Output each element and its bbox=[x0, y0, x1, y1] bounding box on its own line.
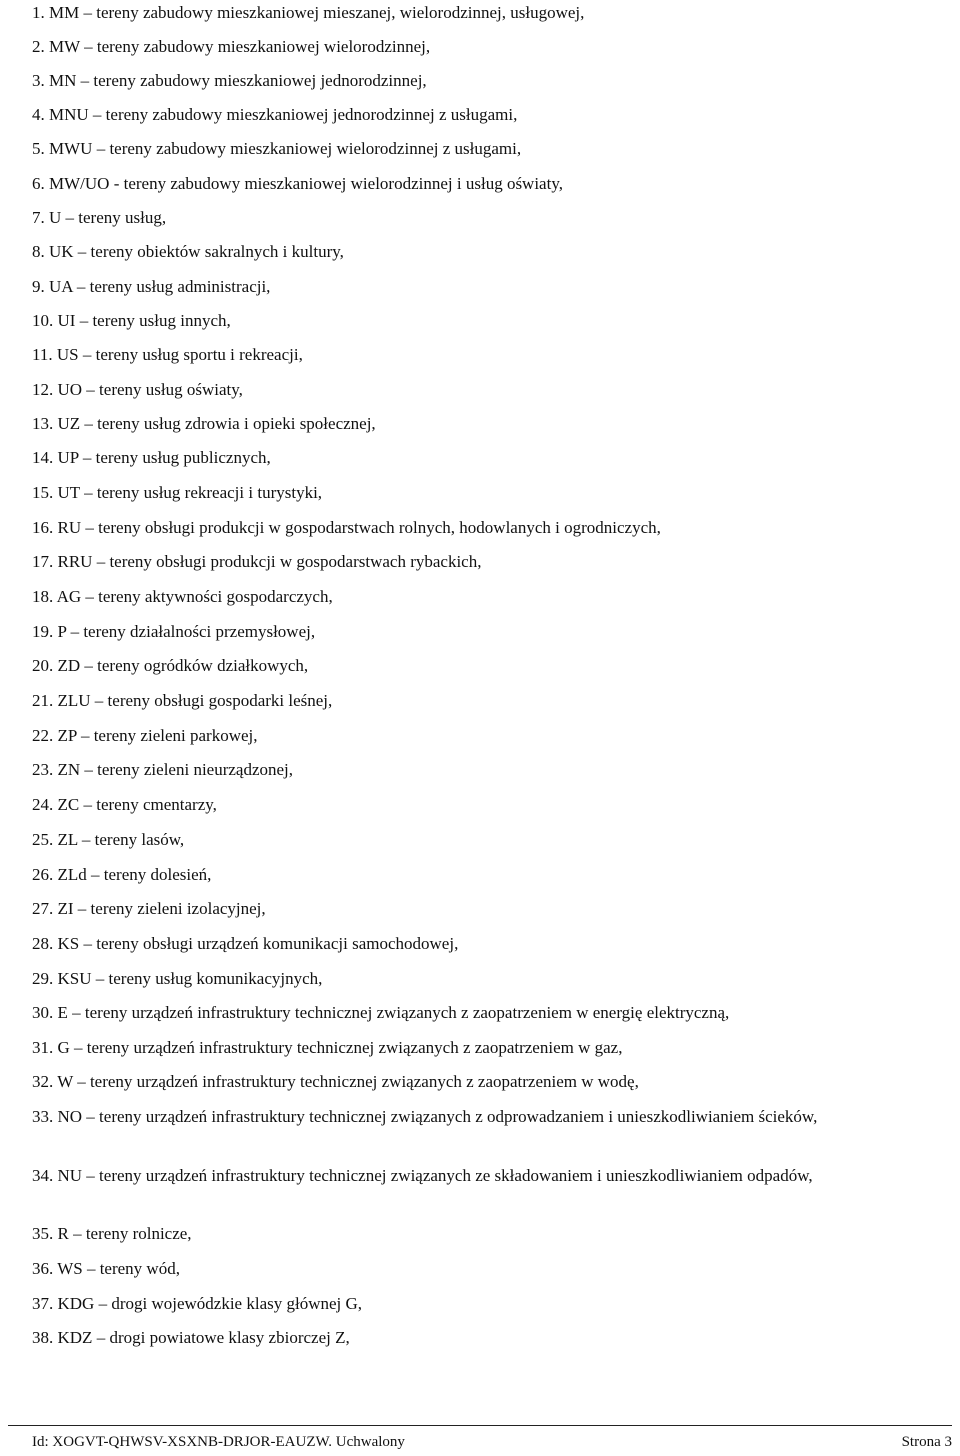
list-item bbox=[32, 865, 211, 885]
item-text: W – tereny urządzeń infrastruktury technicznej związanych z zaopatrzeniem w wodę, bbox=[57, 1072, 639, 1091]
list-item bbox=[32, 242, 344, 262]
item-text: ZP – tereny zieleni parkowej, bbox=[57, 726, 258, 745]
item-number: 3. bbox=[32, 71, 45, 90]
item-text: ZD – tereny ogródków działkowych, bbox=[57, 656, 309, 675]
list-item bbox=[32, 1072, 639, 1092]
item-text: KSU – tereny usług komunikacyjnych, bbox=[57, 969, 323, 988]
item-number: 30. bbox=[32, 1003, 54, 1022]
item-text: ZLd – tereny dolesień, bbox=[57, 865, 212, 884]
footer-row bbox=[8, 1426, 952, 1451]
item-text: MM – tereny zabudowy mieszkaniowej mieszanej, wielorodzinnej, usługowej, bbox=[49, 3, 585, 22]
item-text: UP – tereny usług publicznych, bbox=[57, 448, 271, 467]
item-text: E – tereny urządzeń infrastruktury technicznej związanych z zaopatrzeniem w energię elektryczną, bbox=[57, 1003, 730, 1022]
item-number: 27. bbox=[32, 899, 54, 918]
item-text: G – tereny urządzeń infrastruktury technicznej związanych z zaopatrzeniem w gaz, bbox=[57, 1038, 623, 1057]
item-number: 20. bbox=[32, 656, 54, 675]
list-item bbox=[32, 1038, 622, 1058]
item-number: 1. bbox=[32, 3, 45, 22]
list-item bbox=[32, 656, 308, 676]
list-item bbox=[32, 518, 661, 538]
item-number: 11. bbox=[32, 345, 53, 364]
item-number: 28. bbox=[32, 934, 54, 953]
list-item bbox=[32, 37, 430, 57]
item-number: 29. bbox=[32, 969, 54, 988]
list-item bbox=[4, 1105, 948, 1129]
item-text: UI – tereny usług innych, bbox=[57, 311, 231, 330]
item-text: KDG – drogi wojewódzkie klasy głównej G, bbox=[57, 1294, 363, 1313]
item-number: 24. bbox=[32, 795, 54, 814]
list-item bbox=[32, 1003, 729, 1023]
list-item bbox=[32, 587, 333, 607]
item-number: 32. bbox=[32, 1072, 54, 1091]
list-item bbox=[4, 1164, 948, 1188]
list-item bbox=[32, 345, 303, 365]
item-number: 25. bbox=[32, 830, 54, 849]
list-item bbox=[32, 795, 217, 815]
list-item bbox=[32, 1259, 180, 1279]
item-text: ZN – tereny zieleni nieurządzonej, bbox=[57, 760, 294, 779]
item-number: 21. bbox=[32, 691, 54, 710]
list-item bbox=[32, 311, 231, 331]
item-number: 7. bbox=[32, 208, 45, 227]
item-text: R – tereny rolnicze, bbox=[57, 1224, 192, 1243]
item-text: P – tereny działalności przemysłowej, bbox=[57, 622, 316, 641]
list-item bbox=[32, 174, 563, 194]
item-text: NO – tereny urządzeń infrastruktury technicznej związanych z odprowadzaniem i unieszkodliwianiem ścieków, bbox=[57, 1107, 818, 1126]
item-text: MN – tereny zabudowy mieszkaniowej jednorodzinnej, bbox=[49, 71, 427, 90]
item-number: 10. bbox=[32, 311, 54, 330]
item-text: MWU – tereny zabudowy mieszkaniowej wielorodzinnej z usługami, bbox=[49, 139, 522, 158]
list-item bbox=[32, 414, 376, 434]
item-number: 14. bbox=[32, 448, 54, 467]
item-number: 34. bbox=[32, 1166, 54, 1185]
item-number: 17. bbox=[32, 552, 54, 571]
list-item bbox=[32, 71, 427, 91]
page-footer bbox=[8, 1425, 952, 1451]
list-item bbox=[32, 969, 322, 989]
item-text: KDZ – drogi powiatowe klasy zbiorczej Z, bbox=[57, 1328, 350, 1347]
item-text: WS – tereny wód, bbox=[57, 1259, 180, 1278]
item-number: 38. bbox=[32, 1328, 54, 1347]
list-item bbox=[32, 899, 266, 919]
item-text: UK – tereny obiektów sakralnych i kultury, bbox=[49, 242, 344, 261]
item-number: 33. bbox=[32, 1107, 54, 1126]
list-item bbox=[32, 1294, 362, 1314]
item-number: 4. bbox=[32, 105, 45, 124]
list-item bbox=[32, 691, 332, 711]
item-text: US – tereny usług sportu i rekreacji, bbox=[56, 345, 303, 364]
item-number: 2. bbox=[32, 37, 45, 56]
list-item bbox=[32, 105, 517, 125]
list-item bbox=[32, 380, 243, 400]
item-text: ZLU – tereny obsługi gospodarki leśnej, bbox=[57, 691, 333, 710]
item-text: AG – tereny aktywności gospodarczych, bbox=[56, 587, 333, 606]
item-number: 36. bbox=[32, 1259, 54, 1278]
item-text: MNU – tereny zabudowy mieszkaniowej jednorodzinnej z usługami, bbox=[49, 105, 518, 124]
list-item bbox=[32, 139, 521, 159]
item-number: 37. bbox=[32, 1294, 54, 1313]
item-text: RU – tereny obsługi produkcji w gospodarstwach rolnych, hodowlanych i ogrodniczych, bbox=[57, 518, 661, 537]
list-item bbox=[32, 1224, 192, 1244]
item-number: 13. bbox=[32, 414, 54, 433]
item-text: U – tereny usług, bbox=[49, 208, 167, 227]
item-number: 23. bbox=[32, 760, 54, 779]
list-item bbox=[32, 760, 293, 780]
list-item bbox=[32, 277, 270, 297]
item-text: UA – tereny usług administracji, bbox=[49, 277, 271, 296]
list-item bbox=[32, 830, 184, 850]
item-text: MW – tereny zabudowy mieszkaniowej wielorodzinnej, bbox=[49, 37, 431, 56]
item-text: ZI – tereny zieleni izolacyjnej, bbox=[57, 899, 266, 918]
document-id: Id: XOGVT-QHWSV-XSXNB-DRJOR-EAUZW. Uchwalony bbox=[32, 1434, 405, 1450]
item-number: 19. bbox=[32, 622, 54, 641]
item-text: RRU – tereny obsługi produkcji w gospodarstwach rybackich, bbox=[57, 552, 482, 571]
item-number: 9. bbox=[32, 277, 45, 296]
page-number: Strona 3 bbox=[901, 1434, 952, 1450]
list-item bbox=[32, 208, 166, 228]
item-number: 31. bbox=[32, 1038, 54, 1057]
list-item bbox=[32, 934, 458, 954]
item-number: 26. bbox=[32, 865, 54, 884]
item-text: UO – tereny usług oświaty, bbox=[57, 380, 243, 399]
item-number: 22. bbox=[32, 726, 54, 745]
item-number: 18. bbox=[32, 587, 54, 606]
item-number: 35. bbox=[32, 1224, 54, 1243]
item-text: UT – tereny usług rekreacji i turystyki, bbox=[57, 483, 323, 502]
item-text: ZC – tereny cmentarzy, bbox=[57, 795, 217, 814]
item-text: MW/UO - tereny zabudowy mieszkaniowej wielorodzinnej i usług oświaty, bbox=[49, 174, 563, 193]
item-text: KS – tereny obsługi urządzeń komunikacji samochodowej, bbox=[57, 934, 459, 953]
item-text: ZL – tereny lasów, bbox=[57, 830, 185, 849]
list-item bbox=[32, 622, 315, 642]
item-number: 12. bbox=[32, 380, 54, 399]
list-item bbox=[32, 448, 271, 468]
list-item bbox=[32, 552, 481, 572]
item-number: 15. bbox=[32, 483, 54, 502]
list-item bbox=[32, 483, 322, 503]
list-item bbox=[32, 1328, 350, 1348]
item-text: UZ – tereny usług zdrowia i opieki społecznej, bbox=[57, 414, 376, 433]
item-text: NU – tereny urządzeń infrastruktury technicznej związanych ze składowaniem i unieszkodliwianiem odpadów, bbox=[57, 1166, 813, 1185]
item-number: 6. bbox=[32, 174, 45, 193]
list-item bbox=[32, 3, 584, 23]
list-item bbox=[32, 726, 258, 746]
item-number: 8. bbox=[32, 242, 45, 261]
item-number: 16. bbox=[32, 518, 54, 537]
item-number: 5. bbox=[32, 139, 45, 158]
